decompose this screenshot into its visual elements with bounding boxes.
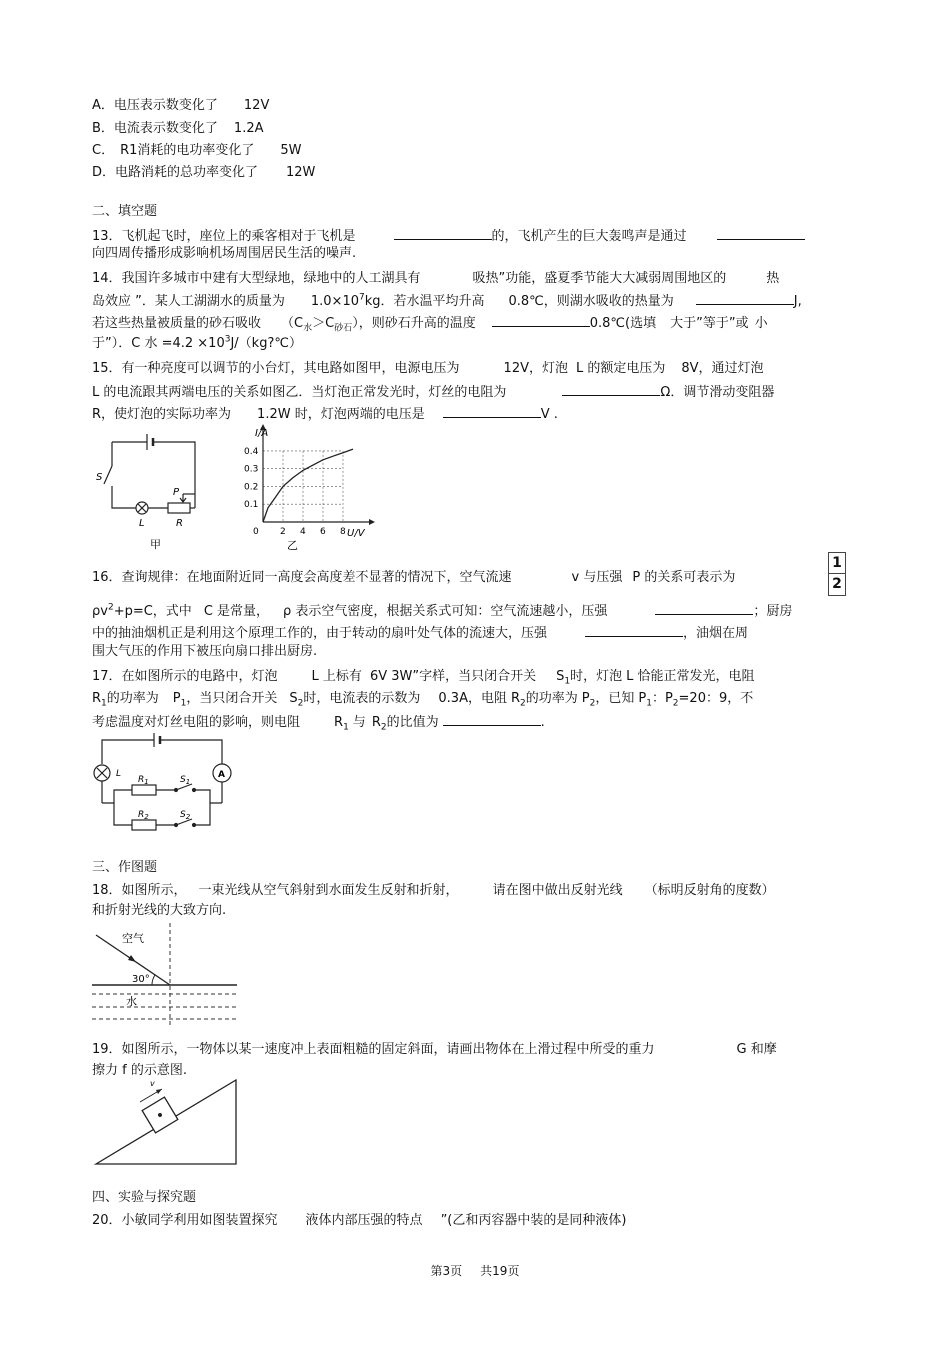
ammeter-label: A [218,770,225,780]
chart-series-line [263,449,353,522]
answer-blank[interactable] [562,383,660,396]
answer-blank[interactable] [655,602,753,615]
section-heading-drawing: 三、作图题 [92,860,158,875]
fraction-one-half: 1 2 [828,552,846,596]
y-tick-label: 0.3 [244,464,259,475]
chart-axes [260,424,375,525]
question-15-line-1: 15．有一种亮度可以调节的小台灯，其电路如图甲，电源电压为 12V，灯泡 L 的额定电压为 8V，通过灯泡 [92,361,764,376]
switch-s1-label: $S_1$ [180,775,191,786]
y-axis-label: I/A [255,428,269,439]
figure-17-circuit [92,730,237,835]
slider-p-label: P [173,487,180,498]
figure-15-circuit-jia [92,422,222,554]
answer-blank[interactable] [394,227,492,240]
question-17-line-1: 17．在如图所示的电路中，灯泡 L 上标有 6V 3W”字样，当只闭合开关 $S_1$时，灯泡 L 恰能正常发光，电阻 [92,669,755,687]
x-tick-label: 8 [340,527,346,537]
figure-jia-caption: 甲 [150,538,161,551]
option-d: D．电路消耗的总功率变化了 12W [92,165,316,180]
option-b: B．电流表示数变化了 1.2A [92,121,264,136]
velocity-v-label: v [150,1079,155,1088]
answer-blank[interactable] [443,405,541,418]
question-13-line-1: 13．飞机起飞时，座位上的乘客相对于飞机是 的，飞机产生的巨大轰鸣声是通过 [92,227,805,245]
y-tick-label: 0.4 [244,446,259,457]
figure-15-iu-chart [225,422,375,554]
answer-blank[interactable] [443,713,541,726]
air-label: 空气 [122,932,144,945]
question-14-line-1: 14．我国许多城市中建有大型绿地，绿地中的人工湖具有 吸热”功能，盛夏季节能大大减弱周围地区的 热 [92,271,780,286]
option-a: A．电压表示数变化了 12V [92,98,270,113]
water-label: 水 [126,995,137,1008]
question-17-line-2: $R_1$的功率为 $P_1$，当只闭合开关 $S_2$时，电流表的示数为 0.3A，电阻 $R_2$的功率为 $P_2$，已知 $P_1$：$P_2=20$：9，不 [92,691,754,709]
question-16-line-4: 围大气压的作用下被压向扇口排出厨房. [92,644,318,659]
x-tick-label: 2 [280,527,286,537]
page-number: 第3页 [430,1264,463,1278]
switch-s-label: S [96,472,103,483]
x-tick-label: 6 [320,527,326,537]
answer-blank[interactable] [585,624,683,637]
x-tick-label: 4 [300,527,306,537]
question-16-line-3: 中的抽油烟机正是利用这个原理工作的，由于转动的扇叶处气体的流速大，压强 ，油烟在周 [92,626,749,641]
x-axis-label: U/V [347,528,365,539]
question-16-line-2: $\rho v^2+p=C$，式中 C 是常量， ρ 表示空气密度，根据关系式可知：空气流速越小，压强 ；厨房 [92,602,793,619]
question-16-line-1: 16．查询规律：在地面附近同一高度会高度差不显著的情况下，空气流速 v 与压强 P 的关系可表示为 [92,570,736,585]
y-tick-label: 0.2 [244,482,259,493]
resistor-r1-label: $R_1$ [138,775,149,786]
question-19-line-1: 19．如图所示，一物体以某一速度冲上表面粗糙的固定斜面，请画出物体在上滑过程中所受的重力 G 和摩 [92,1042,777,1057]
question-13-line-2: 向四周传播形成影响机场周围居民生活的噪声. [92,246,357,261]
answer-blank[interactable] [492,314,590,327]
question-20-line-1: 20．小敏同学利用如图装置探究 液体内部压强的特点 ”(乙和丙容器中装的是同种液体) [92,1213,627,1228]
question-17-line-3: 考虑温度对灯丝电阻的影响，则电阻 $R_1$ 与 $R_2$的比值为 . [92,715,545,733]
chart-grid [263,451,343,522]
answer-blank[interactable] [717,227,805,240]
question-14-line-4: 于”）．C 水 $=4.2 \times 10^3J/(kg?℃)$ [92,334,302,351]
resistor-r-label: R [176,518,183,529]
question-15-line-2: L 的电流跟其两端电压的关系如图乙．当灯泡正常发光时，灯丝的电阻为 Ω．调节滑动变阻器 [92,385,775,400]
angle-30-label: 30° [132,974,150,985]
figure-19-incline [92,1078,240,1168]
page-total: 共19页 [480,1264,520,1278]
question-18-line-1: 18．如图所示， 一束光线从空气斜射到水面发生反射和折射， 请在图中做出反射光线 （标明反射角的度数） [92,883,775,898]
lamp-l-label: L [139,518,145,529]
option-c: C． R1消耗的电功率变化了 5W [92,143,302,158]
x-axis-arrow [369,519,375,525]
page-footer [0,1262,950,1279]
section-heading-fill-in: 二、填空题 [92,204,158,219]
question-19-line-2: 擦力 f 的示意图. [92,1063,187,1078]
switch-s2-label: $S_2$ [180,810,191,821]
y-tick-label: 0.1 [244,500,259,511]
answer-blank[interactable] [696,292,794,305]
question-14-line-2: 岛效应 ”．某人工湖湖水的质量为 $1.0\times 10^7kg$．若水温平均升高 0.8℃，则湖水吸收的热量为 J, [92,292,802,309]
origin-label: 0 [253,527,259,537]
block [142,1097,178,1133]
lamp-label: L [116,769,122,779]
figure-18-light-refraction [92,921,237,1029]
section-heading-experiment: 四、实验与探究题 [92,1190,197,1205]
chart-ticks [244,447,346,537]
figure-yi-caption: 乙 [287,539,298,552]
question-15-line-3: R，使灯泡的实际功率为 1.2W 时，灯泡两端的电压是 V . [92,407,558,422]
question-18-line-2: 和折射光线的大致方向. [92,903,227,918]
question-14-line-3: 若这些热量被质量的砂石吸收 $(C_水>C_{砂石})$，则砂石升高的温度 0.8℃(选填 大于”等于”或 小 [92,316,768,334]
resistor-r2-label: $R_2$ [138,810,149,821]
